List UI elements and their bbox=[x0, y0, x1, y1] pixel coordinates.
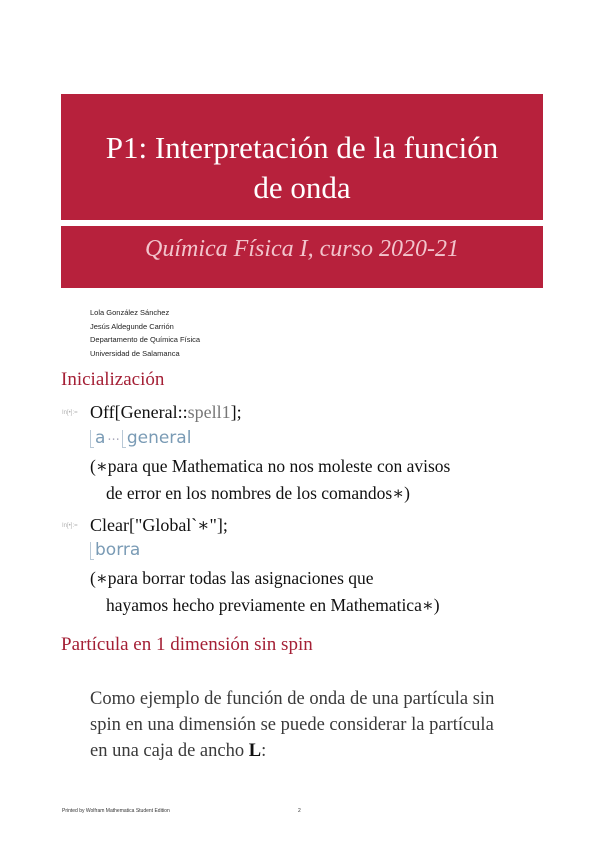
subtitle-banner bbox=[61, 226, 543, 288]
author-block bbox=[90, 306, 200, 360]
function-tag[interactable] bbox=[90, 428, 191, 448]
tag-text: borra bbox=[95, 540, 141, 560]
title-line-2: de onda bbox=[253, 170, 351, 205]
paragraph-line bbox=[90, 738, 560, 764]
tag-text-b: general bbox=[126, 428, 192, 448]
code-text-end: ]; bbox=[230, 402, 242, 422]
tag-bracket-icon bbox=[122, 430, 126, 448]
code-cell-clear[interactable]: Clear["Global`∗"]; bbox=[90, 515, 228, 535]
paragraph-text: en una caja de ancho bbox=[90, 741, 249, 761]
tag-dots: ··· bbox=[107, 433, 120, 448]
section-heading-particle[interactable]: Partícula en 1 dimensión sin spin bbox=[61, 634, 313, 655]
code-text-gray: spell1 bbox=[187, 402, 231, 422]
comment-line: hayamos hecho previamente en Mathematica∗) bbox=[106, 595, 440, 615]
department: Departamento de Química Física bbox=[90, 335, 201, 344]
code-text: Off[General:: bbox=[90, 402, 188, 422]
title-line-1: P1: Interpretación de la función bbox=[105, 130, 499, 165]
paragraph-text: : bbox=[261, 741, 267, 761]
tag-bracket-icon bbox=[90, 542, 94, 560]
author-name-1: Lola González Sánchez bbox=[90, 308, 170, 317]
body-paragraph bbox=[90, 686, 560, 764]
comment-line: (∗para borrar todas las asignaciones que bbox=[90, 568, 374, 588]
page-title bbox=[61, 128, 543, 208]
tag-text-a: a bbox=[95, 428, 106, 448]
input-cell-label: In[•]:= bbox=[62, 523, 78, 529]
page-subtitle: Química Física I, curso 2020-21 bbox=[145, 236, 459, 262]
code-comment-1 bbox=[90, 453, 450, 507]
comment-line: (∗para que Mathematica no nos moleste con avisos bbox=[90, 456, 451, 476]
paragraph-bold: L bbox=[248, 741, 262, 761]
function-tag[interactable] bbox=[90, 540, 140, 560]
paragraph-line: Como ejemplo de función de onda de una partícula sin bbox=[90, 689, 495, 709]
footer-printed-by: Printed by Wolfram Mathematica Student Edition bbox=[62, 808, 170, 814]
author-name-2: Jesús Aldegunde Carrión bbox=[90, 321, 174, 331]
comment-line: de error en los nombres de los comandos∗) bbox=[106, 483, 410, 503]
paragraph-line: spin en una dimensión se puede considerar la partícula bbox=[90, 715, 494, 735]
title-banner bbox=[61, 94, 543, 220]
code-cell-off[interactable] bbox=[90, 402, 242, 423]
footer-page-number: 2 bbox=[298, 808, 301, 814]
university: Universidad de Salamanca bbox=[90, 348, 180, 358]
input-cell-label: In[•]:= bbox=[62, 410, 78, 416]
tag-bracket-icon bbox=[90, 430, 94, 448]
section-heading-init[interactable]: Inicialización bbox=[61, 369, 165, 390]
code-comment-2 bbox=[90, 565, 440, 619]
